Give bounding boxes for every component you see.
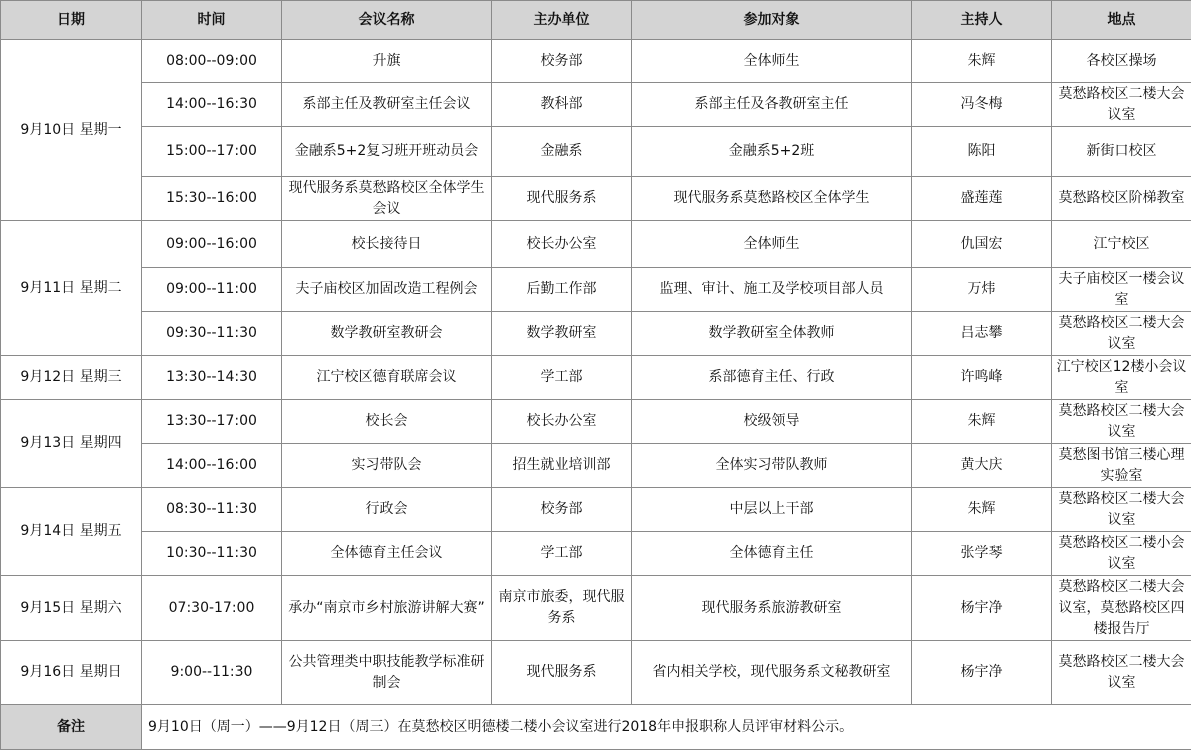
table-row [1, 444, 1191, 488]
table-row [1, 488, 1191, 532]
time-cell: 10:30--11:30 [142, 532, 282, 576]
meeting-name-cell: 公共管理类中职技能教学标准研制会 [282, 641, 492, 705]
meeting-name-cell: 实习带队会 [282, 444, 492, 488]
attendees-cell: 全体德育主任 [632, 532, 912, 576]
time-cell: 14:00--16:30 [142, 83, 282, 127]
meeting-name-cell: 数学教研室教研会 [282, 312, 492, 356]
time-cell: 07:30-17:00 [142, 576, 282, 641]
meeting-name-cell: 现代服务系莫愁路校区全体学生会议 [282, 177, 492, 221]
header-row [1, 1, 1191, 40]
organizer-cell: 数学教研室 [492, 312, 632, 356]
organizer-cell: 学工部 [492, 356, 632, 400]
location-cell: 各校区操场 [1052, 40, 1191, 83]
meeting-name-cell: 校长会 [282, 400, 492, 444]
time-cell: 13:30--17:00 [142, 400, 282, 444]
location-cell: 江宁校区12楼小会议室 [1052, 356, 1191, 400]
date-cell: 9月16日 星期日 [1, 641, 142, 705]
table-row [1, 356, 1191, 400]
header-date: 日期 [1, 1, 142, 40]
host-cell: 盛莲莲 [912, 177, 1052, 221]
organizer-cell: 南京市旅委，现代服务系 [492, 576, 632, 641]
location-cell: 莫愁路校区二楼小会议室 [1052, 532, 1191, 576]
organizer-cell: 后勤工作部 [492, 268, 632, 312]
table-row [1, 400, 1191, 444]
table-row [1, 177, 1191, 221]
attendees-cell: 系部主任及各教研室主任 [632, 83, 912, 127]
attendees-cell: 省内相关学校，现代服务系文秘教研室 [632, 641, 912, 705]
attendees-cell: 数学教研室全体教师 [632, 312, 912, 356]
table-row [1, 221, 1191, 268]
host-cell: 朱辉 [912, 400, 1052, 444]
organizer-cell: 校务部 [492, 40, 632, 83]
meeting-name-cell: 江宁校区德育联席会议 [282, 356, 492, 400]
location-cell: 莫愁路校区阶梯教室 [1052, 177, 1191, 221]
location-cell: 莫愁路校区二楼大会议室 [1052, 83, 1191, 127]
location-cell: 莫愁路校区二楼大会议室 [1052, 488, 1191, 532]
note-text: 9月10日（周一）——9月12日（周三）在莫愁校区明德楼二楼小会议室进行2018年申报职称人员评审材料公示。 [142, 705, 1191, 750]
location-cell: 夫子庙校区一楼会议室 [1052, 268, 1191, 312]
table-row [1, 40, 1191, 83]
host-cell: 张学琴 [912, 532, 1052, 576]
meeting-name-cell: 承办“南京市乡村旅游讲解大赛” [282, 576, 492, 641]
note-row [1, 705, 1191, 750]
time-cell: 09:30--11:30 [142, 312, 282, 356]
time-cell: 09:00--11:00 [142, 268, 282, 312]
organizer-cell: 现代服务系 [492, 641, 632, 705]
meeting-name-cell: 校长接待日 [282, 221, 492, 268]
meeting-name-cell: 金融系5+2复习班开班动员会 [282, 127, 492, 177]
date-cell: 9月10日 星期一 [1, 40, 142, 221]
attendees-cell: 系部德育主任、行政 [632, 356, 912, 400]
attendees-cell: 中层以上干部 [632, 488, 912, 532]
location-cell: 新街口校区 [1052, 127, 1191, 177]
date-cell: 9月12日 星期三 [1, 356, 142, 400]
location-cell: 莫愁路校区二楼大会议室 [1052, 641, 1191, 705]
meeting-name-cell: 行政会 [282, 488, 492, 532]
attendees-cell: 监理、审计、施工及学校项目部人员 [632, 268, 912, 312]
host-cell: 仇国宏 [912, 221, 1052, 268]
header-attendees: 参加对象 [632, 1, 912, 40]
location-cell: 莫愁路校区二楼大会议室 [1052, 400, 1191, 444]
organizer-cell: 招生就业培训部 [492, 444, 632, 488]
host-cell: 许鸣峰 [912, 356, 1052, 400]
table-row [1, 268, 1191, 312]
table-row [1, 83, 1191, 127]
table-row [1, 127, 1191, 177]
host-cell: 杨宇净 [912, 576, 1052, 641]
header-meeting-name: 会议名称 [282, 1, 492, 40]
meeting-name-cell: 全体德育主任会议 [282, 532, 492, 576]
organizer-cell: 校长办公室 [492, 221, 632, 268]
host-cell: 冯冬梅 [912, 83, 1052, 127]
host-cell: 朱辉 [912, 488, 1052, 532]
organizer-cell: 金融系 [492, 127, 632, 177]
header-location: 地点 [1052, 1, 1191, 40]
date-cell: 9月15日 星期六 [1, 576, 142, 641]
time-cell: 09:00--16:00 [142, 221, 282, 268]
host-cell: 黄大庆 [912, 444, 1052, 488]
table-row [1, 532, 1191, 576]
date-cell: 9月14日 星期五 [1, 488, 142, 576]
meeting-name-cell: 升旗 [282, 40, 492, 83]
time-cell: 15:00--17:00 [142, 127, 282, 177]
host-cell: 吕志攀 [912, 312, 1052, 356]
attendees-cell: 全体实习带队教师 [632, 444, 912, 488]
table-row [1, 641, 1191, 705]
time-cell: 9:00--11:30 [142, 641, 282, 705]
location-cell: 江宁校区 [1052, 221, 1191, 268]
time-cell: 14:00--16:00 [142, 444, 282, 488]
organizer-cell: 校务部 [492, 488, 632, 532]
location-cell: 莫愁路校区二楼大会议室 [1052, 312, 1191, 356]
time-cell: 08:30--11:30 [142, 488, 282, 532]
attendees-cell: 金融系5+2班 [632, 127, 912, 177]
time-cell: 08:00--09:00 [142, 40, 282, 83]
header-organizer: 主办单位 [492, 1, 632, 40]
organizer-cell: 校长办公室 [492, 400, 632, 444]
meeting-name-cell: 系部主任及教研室主任会议 [282, 83, 492, 127]
header-host: 主持人 [912, 1, 1052, 40]
location-cell: 莫愁图书馆三楼心理实验室 [1052, 444, 1191, 488]
time-cell: 15:30--16:00 [142, 177, 282, 221]
date-cell: 9月13日 星期四 [1, 400, 142, 488]
host-cell: 陈阳 [912, 127, 1052, 177]
table-row [1, 312, 1191, 356]
attendees-cell: 现代服务系莫愁路校区全体学生 [632, 177, 912, 221]
attendees-cell: 全体师生 [632, 221, 912, 268]
attendees-cell: 现代服务系旅游教研室 [632, 576, 912, 641]
host-cell: 万炜 [912, 268, 1052, 312]
host-cell: 杨宇净 [912, 641, 1052, 705]
organizer-cell: 教科部 [492, 83, 632, 127]
date-cell: 9月11日 星期二 [1, 221, 142, 356]
organizer-cell: 现代服务系 [492, 177, 632, 221]
header-time: 时间 [142, 1, 282, 40]
meeting-name-cell: 夫子庙校区加固改造工程例会 [282, 268, 492, 312]
note-label: 备注 [1, 705, 142, 750]
table-row [1, 576, 1191, 641]
organizer-cell: 学工部 [492, 532, 632, 576]
time-cell: 13:30--14:30 [142, 356, 282, 400]
attendees-cell: 校级领导 [632, 400, 912, 444]
attendees-cell: 全体师生 [632, 40, 912, 83]
location-cell: 莫愁路校区二楼大会议室，莫愁路校区四楼报告厅 [1052, 576, 1191, 641]
host-cell: 朱辉 [912, 40, 1052, 83]
